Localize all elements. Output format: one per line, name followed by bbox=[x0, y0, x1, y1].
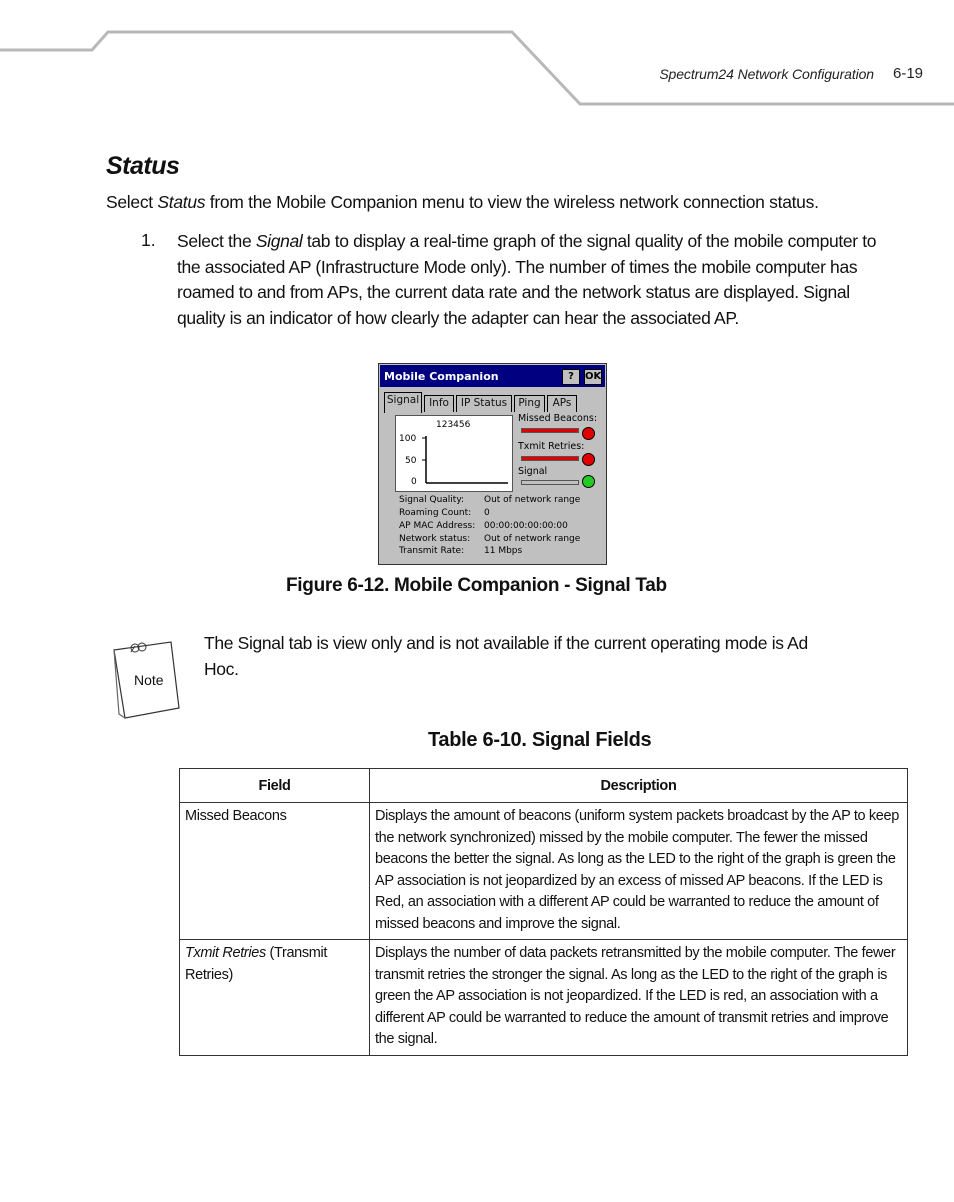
window-title: Mobile Companion bbox=[384, 370, 499, 383]
missed-beacons-led bbox=[582, 427, 595, 440]
info-value-network-status: Out of network range bbox=[484, 534, 581, 544]
txmit-retries-led bbox=[582, 453, 595, 466]
note-icon-label: Note bbox=[134, 672, 164, 688]
window-titlebar bbox=[380, 365, 605, 387]
y-tick-0: 0 bbox=[411, 477, 417, 487]
figure-caption: Figure 6-12. Mobile Companion - Signal Tab bbox=[286, 575, 667, 596]
table-row bbox=[180, 803, 908, 940]
txmit-retries-label: Txmit Retries: bbox=[518, 441, 585, 452]
info-label-ap-mac: AP MAC Address: bbox=[399, 521, 476, 531]
column-header-description: Description bbox=[370, 769, 908, 803]
y-tick-50: 50 bbox=[405, 456, 417, 466]
info-value-ap-mac: 00:00:00:00:00:00 bbox=[484, 521, 568, 531]
table-header-row bbox=[180, 769, 908, 803]
info-label-network-status: Network status: bbox=[399, 534, 471, 544]
signal-graph bbox=[395, 415, 513, 492]
step-text: Select the Signal tab to display a real-time graph of the signal quality of the mobile computer to the associated AP (Infrastructure Mode only). The number of times the mobile computer has roamed to and from APs, the current data rate and the network status are displayed. Signal quality is an indicator of how clearly the adapter can hear the associated AP. bbox=[177, 231, 877, 328]
signal-label: Signal bbox=[518, 466, 548, 477]
table-caption: Table 6-10. Signal Fields bbox=[428, 729, 652, 751]
tab-info[interactable]: Info bbox=[424, 395, 454, 412]
tab-aps[interactable]: APs bbox=[547, 395, 577, 412]
tab-ip-status[interactable]: IP Status bbox=[456, 395, 512, 412]
step-number: 1. bbox=[141, 230, 156, 250]
running-header-title: Spectrum24 Network Configuration bbox=[659, 66, 874, 82]
graph-axes bbox=[396, 416, 514, 493]
signal-led bbox=[582, 475, 595, 488]
table-row bbox=[180, 940, 908, 1056]
page-number: 6-19 bbox=[893, 65, 924, 82]
info-value-signal-quality: Out of network range bbox=[484, 495, 581, 505]
signal-fields-table bbox=[179, 768, 908, 1056]
note-icon bbox=[111, 638, 186, 725]
intro-paragraph: Select Status from the Mobile Companion menu to view the wireless network connection status. bbox=[106, 192, 819, 212]
header-frame bbox=[0, 0, 954, 110]
signal-bar bbox=[521, 480, 579, 485]
description-cell: Displays the amount of beacons (uniform system packets broadcast by the AP to keep the network synchronized) missed by the mobile computer. The fewer the missed beacons the better the signal. As long as the LED to the right of the graph is green the AP association is not jeopardized by an excess of missed AP beacons. If the LED is Red, an association with a different AP could be warranted to reduce the amount of missed beacons and improve the signal. bbox=[370, 803, 908, 940]
txmit-retries-bar bbox=[521, 456, 579, 461]
y-tick-100: 100 bbox=[399, 434, 417, 444]
help-button[interactable]: ? bbox=[562, 369, 580, 385]
description-cell: Displays the number of data packets retransmitted by the mobile computer. The fewer transmit retries the stronger the signal. As long as the LED to the right of the graph is green the AP association is not jeopardized. If the LED is red, an association with a different AP could be warranted to reduce the amount of transmit retries and improve the signal. bbox=[370, 940, 908, 1056]
info-label-transmit-rate: Transmit Rate: bbox=[399, 546, 465, 556]
tab-ping[interactable]: Ping bbox=[514, 395, 545, 412]
missed-beacons-label: Missed Beacons: bbox=[518, 413, 598, 424]
tab-signal[interactable]: Signal bbox=[384, 392, 422, 413]
info-label-roaming-count: Roaming Count: bbox=[399, 508, 472, 518]
ok-button[interactable]: OK bbox=[584, 369, 602, 385]
graph-counter: 123456 bbox=[436, 420, 471, 430]
note-text: The Signal tab is view only and is not available if the current operating mode is Ad Hoc. bbox=[204, 633, 808, 679]
info-value-transmit-rate: 11 Mbps bbox=[484, 546, 523, 556]
info-value-roaming-count: 0 bbox=[484, 508, 490, 518]
field-cell: Missed Beacons bbox=[180, 803, 370, 940]
mobile-companion-screenshot bbox=[378, 363, 607, 565]
column-header-field: Field bbox=[180, 769, 370, 803]
missed-beacons-bar bbox=[521, 428, 579, 433]
section-heading: Status bbox=[106, 152, 180, 180]
field-cell: Txmit Retries (Transmit Retries) bbox=[180, 940, 370, 1056]
info-label-signal-quality: Signal Quality: bbox=[399, 495, 465, 505]
